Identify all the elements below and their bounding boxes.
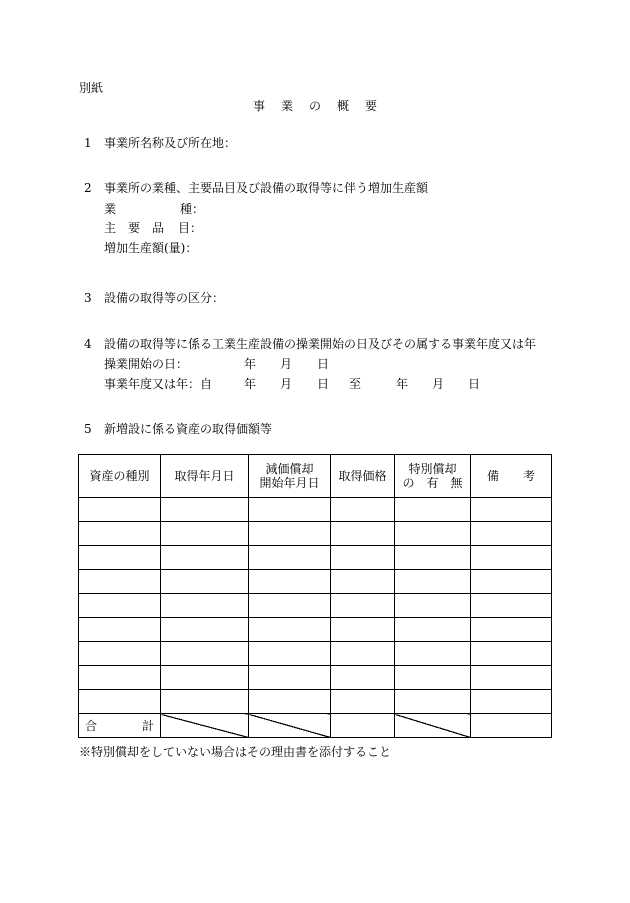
section-number: 1 (84, 136, 92, 150)
asset-type-cell[interactable] (79, 594, 161, 618)
document-label: 別紙 (79, 81, 104, 95)
acquisition-price-cell[interactable] (331, 666, 395, 690)
field-label-end: 種： (180, 202, 205, 216)
special-depreciation-cell[interactable] (395, 642, 471, 666)
fiscal-year-label: 事業年度又は年：自 (104, 377, 213, 391)
depreciation-start-cell[interactable] (249, 666, 331, 690)
section-heading: 新増設に係る資産の取得価額等 (104, 422, 273, 436)
field-label: 増加生産額(量)： (104, 241, 198, 255)
remarks-cell[interactable] (471, 522, 552, 546)
section-4 (84, 337, 536, 351)
total-remarks-cell[interactable] (471, 714, 552, 738)
asset-type-cell[interactable] (79, 618, 161, 642)
total-acquisition-price-cell[interactable] (331, 714, 395, 738)
table-header-row (79, 455, 552, 498)
section-3 (84, 291, 224, 305)
fiscal-year-to: 至 (349, 377, 362, 391)
field-label: 主 要 品 (104, 221, 165, 235)
remarks-cell[interactable] (471, 570, 552, 594)
section-1 (84, 136, 236, 150)
acquisition-date-cell[interactable] (161, 618, 249, 642)
acquisition-price-cell[interactable] (331, 498, 395, 522)
operation-start-day: 日 (317, 357, 330, 371)
fiscal-year-to-day: 日 (468, 377, 481, 391)
table-total-row (79, 714, 552, 738)
acquisition-date-cell[interactable] (161, 546, 249, 570)
acquisition-date-cell[interactable] (161, 666, 249, 690)
remarks-cell[interactable] (471, 498, 552, 522)
total-acquisition-date-cell[interactable] (161, 714, 249, 738)
depreciation-start-cell[interactable] (249, 498, 331, 522)
special-depreciation-cell[interactable] (395, 594, 471, 618)
remarks-cell[interactable] (471, 594, 552, 618)
acquisition-date-cell[interactable] (161, 570, 249, 594)
remarks-cell[interactable] (471, 618, 552, 642)
special-depreciation-cell[interactable] (395, 690, 471, 714)
operation-start-year: 年 (244, 357, 257, 371)
table-row (79, 570, 552, 594)
acquisition-date-cell[interactable] (161, 594, 249, 618)
table-row (79, 666, 552, 690)
special-depreciation-cell[interactable] (395, 498, 471, 522)
table-row (79, 618, 552, 642)
header-special-depreciation: 特別償却 の 有 無 (395, 455, 471, 498)
section-number: 2 (84, 181, 92, 195)
section-number: 5 (84, 422, 92, 436)
section-heading: 事業所の業種、主要品目及び設備の取得等に伴う増加生産額 (104, 181, 429, 195)
field-production-increase (104, 241, 197, 255)
section-5 (84, 422, 272, 436)
fiscal-year-to-year: 年 (396, 377, 409, 391)
acquisition-price-cell[interactable] (331, 594, 395, 618)
special-depreciation-cell[interactable] (395, 522, 471, 546)
document-title: 事業の概要 (252, 99, 393, 113)
field-industry (104, 202, 204, 216)
depreciation-start-cell[interactable] (249, 570, 331, 594)
remarks-cell[interactable] (471, 642, 552, 666)
asset-type-cell[interactable] (79, 642, 161, 666)
special-depreciation-cell[interactable] (395, 618, 471, 642)
acquisition-price-cell[interactable] (331, 642, 395, 666)
table-row (79, 546, 552, 570)
footnote: ※特別償却をしていない場合はその理由書を添付すること (79, 745, 392, 759)
acquisition-price-cell[interactable] (331, 522, 395, 546)
depreciation-start-cell[interactable] (249, 690, 331, 714)
total-special-depreciation-cell[interactable] (395, 714, 471, 738)
acquisition-date-cell[interactable] (161, 690, 249, 714)
header-remarks: 備 考 (471, 455, 552, 498)
field-label: 業 (104, 202, 117, 216)
acquisition-price-cell[interactable] (331, 618, 395, 642)
section-number: 4 (84, 337, 92, 351)
acquisition-price-cell[interactable] (331, 570, 395, 594)
table-row (79, 642, 552, 666)
depreciation-start-cell[interactable] (249, 642, 331, 666)
operation-start-label: 操業開始の日： (104, 357, 189, 371)
fiscal-year-from-month: 月 (280, 377, 293, 391)
acquisition-date-cell[interactable] (161, 498, 249, 522)
asset-type-cell[interactable] (79, 570, 161, 594)
total-label-cell: 合 計 (79, 714, 161, 738)
acquisition-price-cell[interactable] (331, 546, 395, 570)
asset-type-cell[interactable] (79, 522, 161, 546)
fiscal-year-from-year: 年 (244, 377, 257, 391)
fiscal-year-from-day: 日 (317, 377, 330, 391)
table-row (79, 690, 552, 714)
section-heading: 事業所名称及び所在地： (104, 136, 237, 150)
depreciation-start-cell[interactable] (249, 522, 331, 546)
depreciation-start-cell[interactable] (249, 594, 331, 618)
depreciation-start-cell[interactable] (249, 618, 331, 642)
acquisition-price-cell[interactable] (331, 690, 395, 714)
asset-type-cell[interactable] (79, 546, 161, 570)
header-depreciation-start: 減価償却 開始年月日 (249, 455, 331, 498)
header-acquisition-date: 取得年月日 (161, 455, 249, 498)
acquisition-date-cell[interactable] (161, 642, 249, 666)
operation-start-month: 月 (280, 357, 293, 371)
special-depreciation-cell[interactable] (395, 546, 471, 570)
operation-start-row (104, 357, 188, 371)
asset-acquisition-table (78, 454, 552, 738)
asset-type-cell[interactable] (79, 666, 161, 690)
acquisition-date-cell[interactable] (161, 522, 249, 546)
table-row (79, 594, 552, 618)
header-asset-type: 資産の種別 (79, 455, 161, 498)
special-depreciation-cell[interactable] (395, 666, 471, 690)
total-depreciation-start-cell[interactable] (249, 714, 331, 738)
fiscal-year-to-month: 月 (432, 377, 445, 391)
table-row (79, 498, 552, 522)
section-2 (84, 181, 428, 195)
header-acquisition-price: 取得価格 (331, 455, 395, 498)
remarks-cell[interactable] (471, 666, 552, 690)
remarks-cell[interactable] (471, 690, 552, 714)
field-main-products (104, 221, 202, 235)
field-label-end: 目： (178, 221, 203, 235)
depreciation-start-cell[interactable] (249, 546, 331, 570)
asset-type-cell[interactable] (79, 690, 161, 714)
asset-type-cell[interactable] (79, 498, 161, 522)
table-row (79, 522, 552, 546)
section-number: 3 (84, 291, 92, 305)
special-depreciation-cell[interactable] (395, 570, 471, 594)
section-heading: 設備の取得等に係る工業生産設備の操業開始の日及びその属する事業年度又は年 (104, 337, 537, 351)
remarks-cell[interactable] (471, 546, 552, 570)
section-heading: 設備の取得等の区分： (104, 291, 225, 305)
